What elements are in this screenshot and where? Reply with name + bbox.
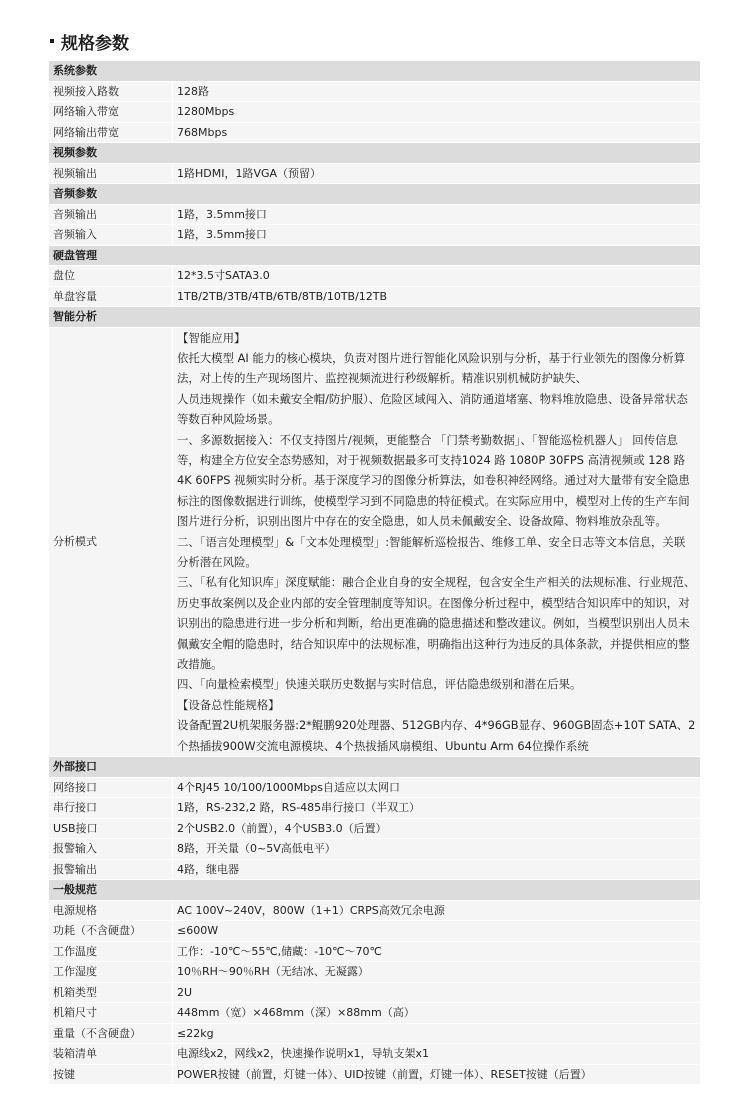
spec-value: ≤600W bbox=[173, 921, 701, 942]
spec-value: ≤22kg bbox=[173, 1023, 701, 1044]
section-title: 硬盘管理 bbox=[49, 245, 701, 266]
spec-row bbox=[49, 818, 701, 839]
spec-label: 视频输出 bbox=[49, 163, 173, 184]
spec-value: 1路，RS-232,2 路，RS-485串行接口（半双工） bbox=[173, 798, 701, 819]
spec-row bbox=[49, 102, 701, 123]
spec-row bbox=[49, 81, 701, 102]
spec-value: 电源线x2，网线x2，快速操作说明x1，导轨支架x1 bbox=[173, 1044, 701, 1065]
section-header-row bbox=[49, 143, 701, 164]
spec-label: 工作湿度 bbox=[49, 962, 173, 983]
section-header-row bbox=[49, 757, 701, 778]
spec-row bbox=[49, 1064, 701, 1085]
description-paragraph: 【智能应用】 bbox=[177, 330, 246, 345]
spec-row bbox=[49, 941, 701, 962]
spec-label: 单盘容量 bbox=[49, 286, 173, 307]
spec-label: 串行接口 bbox=[49, 798, 173, 819]
spec-table bbox=[48, 60, 701, 1085]
spec-row bbox=[49, 1023, 701, 1044]
spec-label: 网络接口 bbox=[49, 777, 173, 798]
spec-value: 1路，3.5mm接口 bbox=[173, 225, 701, 246]
spec-row bbox=[49, 1044, 701, 1065]
spec-label: 机箱尺寸 bbox=[49, 1003, 173, 1024]
spec-value: 128路 bbox=[173, 81, 701, 102]
spec-value: AC 100V~240V，800W（1+1）CRPS高效冗余电源 bbox=[173, 900, 701, 921]
section-title: 音频参数 bbox=[49, 184, 701, 205]
spec-row bbox=[49, 859, 701, 880]
spec-row bbox=[49, 921, 701, 942]
spec-row bbox=[49, 225, 701, 246]
section-header-row bbox=[49, 307, 701, 328]
page-title: 规格参数 bbox=[61, 33, 129, 54]
spec-label: 报警输出 bbox=[49, 859, 173, 880]
spec-row bbox=[49, 286, 701, 307]
spec-row bbox=[49, 798, 701, 819]
description-paragraph: 四、「向量检索模型」快速关联历史数据与实时信息，评估隐患级别和潜在后果。 bbox=[177, 677, 582, 692]
spec-value: 1280Mbps bbox=[173, 102, 701, 123]
spec-row bbox=[49, 900, 701, 921]
spec-value: 10％RH～90％RH（无结冰、无凝露） bbox=[173, 962, 701, 983]
section-title: 外部接口 bbox=[49, 757, 701, 778]
spec-label: 按键 bbox=[49, 1064, 173, 1085]
section-heading bbox=[50, 28, 129, 54]
spec-label: USB接口 bbox=[49, 818, 173, 839]
description-paragraph: 【设备总性能规格】 bbox=[177, 697, 280, 712]
section-header-row bbox=[49, 880, 701, 901]
spec-label: 视频接入路数 bbox=[49, 81, 173, 102]
description-paragraph: 三、「私有化知识库」深度赋能：融合企业自身的安全规程，包含安全生产相关的法规标准、行业规范、历史事故案例以及企业内部的安全管理制度等知识。在图像分析过程中，模型结合知识库中的知识，对识别出的隐患进行进一步分析和判断，给出更准确的隐患描述和整改建议。例如，当模型识别出人员未佩戴安全帽的隐患时，结合知识库中的法规标准，明确指出这种行为违反的具体条款，并提供相应的整改措施。 bbox=[177, 575, 696, 671]
spec-table-body bbox=[49, 61, 701, 1085]
spec-value: 2个USB2.0（前置），4个USB3.0（后置） bbox=[173, 818, 701, 839]
spec-row bbox=[49, 327, 701, 757]
spec-row bbox=[49, 962, 701, 983]
spec-value: 448mm（宽）×468mm（深）×88mm（高） bbox=[173, 1003, 701, 1024]
spec-value: 4路，继电器 bbox=[173, 859, 701, 880]
spec-label: 分析模式 bbox=[49, 327, 173, 757]
section-title: 智能分析 bbox=[49, 307, 701, 328]
spec-value: 4个RJ45 10/100/1000Mbps自适应以太网口 bbox=[173, 777, 701, 798]
description-paragraph: 设备配置2U机架服务器:2*鲲鹏920处理器、512GB内存、4*96GB显存、960GB固态+10T SATA、2个热插拔900W交流电源模块、4个热拔插风扇模组、Ubuntu Arm 64位操作系统 bbox=[177, 718, 696, 753]
bullet-icon bbox=[50, 39, 54, 43]
spec-value: 12*3.5寸SATA3.0 bbox=[173, 266, 701, 287]
spec-label: 电源规格 bbox=[49, 900, 173, 921]
description-paragraph: 人员违规操作（如未戴安全帽/防护服）、危险区域闯入、消防通道堵塞、物料堆放隐患、设备异常状态等数百种风险场景。 bbox=[177, 391, 688, 427]
spec-row bbox=[49, 122, 701, 143]
spec-label: 音频输出 bbox=[49, 204, 173, 225]
section-title: 一般规范 bbox=[49, 880, 701, 901]
spec-label: 工作温度 bbox=[49, 941, 173, 962]
spec-value: 8路，开关量（0~5V高低电平） bbox=[173, 839, 701, 860]
analysis-description bbox=[173, 327, 701, 757]
description-paragraph: 依托大模型 AI 能力的核心模块，负责对图片进行智能化风险识别与分析，基于行业领先的图像分析算法，对上传的生产现场图片、监控视频流进行秒级解析。精准识别机械防护缺失、 bbox=[177, 350, 686, 386]
spec-value: 1路HDMI，1路VGA（预留） bbox=[173, 163, 701, 184]
spec-label: 装箱清单 bbox=[49, 1044, 173, 1065]
spec-value: 768Mbps bbox=[173, 122, 701, 143]
spec-row bbox=[49, 982, 701, 1003]
spec-value: POWER按键（前置，灯键一体）、UID按键（前置，灯键一体）、RESET按键（后置） bbox=[173, 1064, 701, 1085]
spec-label: 音频输入 bbox=[49, 225, 173, 246]
spec-label: 机箱类型 bbox=[49, 982, 173, 1003]
spec-value: 1路，3.5mm接口 bbox=[173, 204, 701, 225]
section-header-row bbox=[49, 61, 701, 82]
spec-row bbox=[49, 839, 701, 860]
spec-label: 报警输入 bbox=[49, 839, 173, 860]
spec-row bbox=[49, 204, 701, 225]
section-title: 视频参数 bbox=[49, 143, 701, 164]
spec-row bbox=[49, 777, 701, 798]
section-header-row bbox=[49, 245, 701, 266]
spec-label: 功耗（不含硬盘） bbox=[49, 921, 173, 942]
spec-row bbox=[49, 163, 701, 184]
spec-label: 重量（不含硬盘） bbox=[49, 1023, 173, 1044]
section-header-row bbox=[49, 184, 701, 205]
spec-value: 2U bbox=[173, 982, 701, 1003]
spec-label: 盘位 bbox=[49, 266, 173, 287]
spec-label: 网络输出带宽 bbox=[49, 122, 173, 143]
description-paragraph: 二、「语言处理模型」&「文本处理模型」:智能解析巡检报告、维修工单、安全日志等文本信息，关联分析潜在风险。 bbox=[177, 534, 686, 569]
spec-row bbox=[49, 266, 701, 287]
spec-value: 1TB/2TB/3TB/4TB/6TB/8TB/10TB/12TB bbox=[173, 286, 701, 307]
spec-row bbox=[49, 1003, 701, 1024]
spec-value: 工作：-10℃～55℃,储藏：-10℃～70℃ bbox=[173, 941, 701, 962]
section-title: 系统参数 bbox=[49, 61, 701, 82]
spec-label: 网络输入带宽 bbox=[49, 102, 173, 123]
description-paragraph: 一、多源数据接入：不仅支持图片/视频，更能整合 「门禁考勤数据」、「智能巡检机器人」 回传信息等，构建全方位安全态势感知，对于视频数据最多可支持1024 路 1080P 30FPS 高清视频或 128 路 4K 60FPS 视频实时分析。基于深度学习的图像分析算法，如卷积神经网络。通过对大量带有安全隐患标注的图像数据进行训练，使模型学习到不同隐患的特征模式。在实际应用中，模型对上传的生产车间图片进行分析，识别出图片中存在的安全隐患，如人员未佩戴安全、设备故障、物料堆放杂乱等。 bbox=[177, 432, 690, 529]
